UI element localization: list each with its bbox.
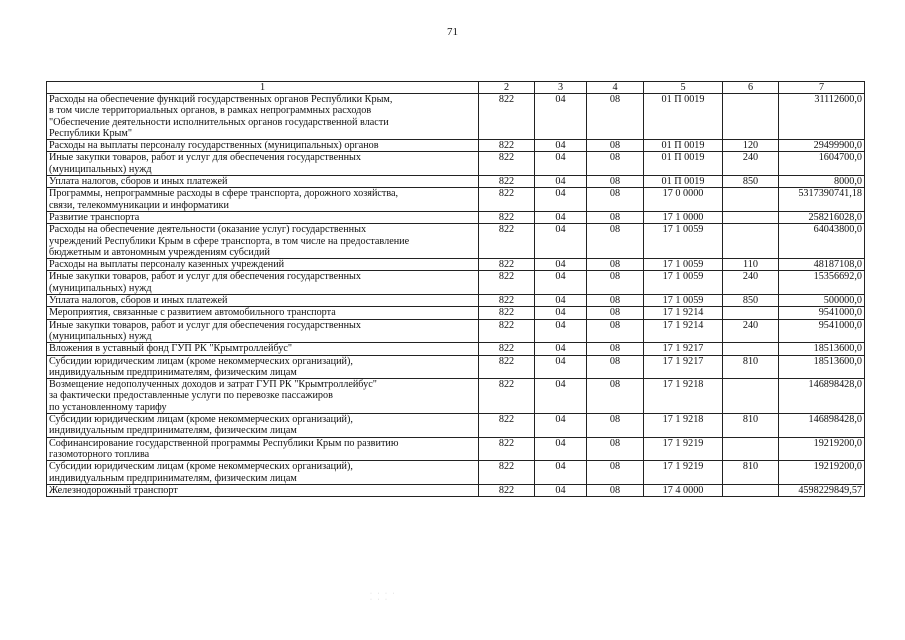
header-cell-1: 1 — [47, 82, 479, 94]
table-row — [47, 484, 865, 496]
expense-type-code: 120 — [723, 140, 779, 152]
section-code: 04 — [535, 379, 587, 414]
description-line: Развитие транспорта — [49, 211, 140, 223]
section-code: 04 — [535, 437, 587, 461]
row-description — [47, 211, 479, 223]
row-description — [47, 355, 479, 379]
target-article-code: 17 1 9214 — [644, 307, 723, 319]
subsection-code: 08 — [587, 295, 644, 307]
description-line: Иные закупки товаров, работ и услуг для обеспечения государственных — [49, 152, 361, 164]
subsection-code: 08 — [587, 484, 644, 496]
expense-type-code: 110 — [723, 259, 779, 271]
header-cell-4: 4 — [587, 82, 644, 94]
target-article-code: 17 0 0000 — [644, 188, 723, 212]
subsection-code: 08 — [587, 307, 644, 319]
scan-noise: · · · · · · · — [370, 591, 397, 603]
description-line: индивидуальным предпринимателям, физическим лицам — [49, 366, 297, 378]
section-code: 04 — [535, 414, 587, 438]
description-line: газомоторного топлива — [49, 448, 150, 460]
ministry-code: 822 — [479, 461, 535, 485]
ministry-code: 822 — [479, 259, 535, 271]
target-article-code: 17 1 9217 — [644, 343, 723, 355]
expense-type-code: 240 — [723, 152, 779, 176]
header-row — [47, 82, 865, 94]
table-row — [47, 461, 865, 485]
row-description — [47, 484, 479, 496]
ministry-code: 822 — [479, 176, 535, 188]
description-line: (муниципальных) нужд — [49, 282, 152, 294]
section-code: 04 — [535, 259, 587, 271]
expense-type-code: 240 — [723, 271, 779, 295]
table-body — [47, 94, 865, 497]
section-code: 04 — [535, 355, 587, 379]
expense-type-code — [723, 188, 779, 212]
subsection-code: 08 — [587, 94, 644, 140]
target-article-code: 01 П 0019 — [644, 176, 723, 188]
target-article-code: 17 4 0000 — [644, 484, 723, 496]
amount: 258216028,0 — [779, 211, 865, 223]
amount: 31112600,0 — [779, 94, 865, 140]
table-row — [47, 355, 865, 379]
section-code: 04 — [535, 176, 587, 188]
section-code: 04 — [535, 484, 587, 496]
section-code: 04 — [535, 295, 587, 307]
amount: 4598229849,57 — [779, 484, 865, 496]
ministry-code: 822 — [479, 379, 535, 414]
amount: 18513600,0 — [779, 343, 865, 355]
description-line: индивидуальным предпринимателям, физическим лицам — [49, 472, 297, 484]
description-line: Уплата налогов, сборов и иных платежей — [49, 295, 228, 307]
expense-type-code: 810 — [723, 414, 779, 438]
subsection-code: 08 — [587, 188, 644, 212]
amount: 48187108,0 — [779, 259, 865, 271]
table-row — [47, 379, 865, 414]
subsection-code: 08 — [587, 379, 644, 414]
ministry-code: 822 — [479, 152, 535, 176]
section-code: 04 — [535, 461, 587, 485]
target-article-code: 17 1 0059 — [644, 271, 723, 295]
amount: 64043800,0 — [779, 224, 865, 259]
row-description — [47, 437, 479, 461]
description-line: (муниципальных) нужд — [49, 163, 152, 175]
amount: 8000,0 — [779, 176, 865, 188]
ministry-code: 822 — [479, 437, 535, 461]
description-line: Субсидии юридическим лицам (кроме некоммерческих организаций), — [49, 355, 353, 367]
header-cell-3: 3 — [535, 82, 587, 94]
subsection-code: 08 — [587, 319, 644, 343]
row-description — [47, 461, 479, 485]
amount: 146898428,0 — [779, 379, 865, 414]
subsection-code: 08 — [587, 343, 644, 355]
row-description — [47, 379, 479, 414]
subsection-code: 08 — [587, 271, 644, 295]
section-code: 04 — [535, 307, 587, 319]
ministry-code: 822 — [479, 295, 535, 307]
ministry-code: 822 — [479, 343, 535, 355]
section-code: 04 — [535, 94, 587, 140]
description-line: (муниципальных) нужд — [49, 330, 152, 342]
description-line: Расходы на обеспечение деятельности (оказание услуг) государственных — [49, 224, 367, 236]
amount: 18513600,0 — [779, 355, 865, 379]
description-line: Расходы на выплаты персоналу государственных (муниципальных) органов — [49, 140, 379, 152]
row-description — [47, 94, 479, 140]
expense-type-code: 850 — [723, 176, 779, 188]
ministry-code: 822 — [479, 94, 535, 140]
row-description — [47, 176, 479, 188]
description-line: индивидуальным предпринимателям, физическим лицам — [49, 425, 297, 437]
ministry-code: 822 — [479, 271, 535, 295]
expense-type-code — [723, 307, 779, 319]
description-line: Республики Крым" — [49, 127, 132, 139]
description-line: Уплата налогов, сборов и иных платежей — [49, 176, 228, 188]
target-article-code: 17 1 0059 — [644, 259, 723, 271]
table-row — [47, 211, 865, 223]
expense-type-code — [723, 343, 779, 355]
row-description — [47, 295, 479, 307]
description-line: Расходы на выплаты персоналу казенных учреждений — [49, 259, 285, 271]
target-article-code: 01 П 0019 — [644, 152, 723, 176]
budget-table — [46, 81, 865, 497]
description-line: Железнодорожный транспорт — [49, 484, 178, 496]
subsection-code: 08 — [587, 224, 644, 259]
section-code: 04 — [535, 224, 587, 259]
description-line: связи, телекоммуникации и информатики — [49, 199, 229, 211]
expense-type-code — [723, 211, 779, 223]
description-line: Программы, непрограммные расходы в сфере транспорта, дорожного хозяйства, — [49, 188, 399, 200]
target-article-code: 01 П 0019 — [644, 94, 723, 140]
description-line: Возмещение недополученных доходов и затрат ГУП РК "Крымтроллейбус" — [49, 379, 377, 391]
table-row — [47, 152, 865, 176]
expense-type-code — [723, 484, 779, 496]
subsection-code: 08 — [587, 259, 644, 271]
section-code: 04 — [535, 343, 587, 355]
amount: 29499900,0 — [779, 140, 865, 152]
target-article-code: 17 1 9218 — [644, 379, 723, 414]
expense-type-code: 810 — [723, 355, 779, 379]
table-row — [47, 271, 865, 295]
amount: 19219200,0 — [779, 461, 865, 485]
description-line: Мероприятия, связанные с развитием автомобильного транспорта — [49, 307, 336, 319]
expense-type-code — [723, 224, 779, 259]
row-description — [47, 319, 479, 343]
section-code: 04 — [535, 271, 587, 295]
description-line: по установленному тарифу — [49, 401, 167, 413]
target-article-code: 17 1 9219 — [644, 437, 723, 461]
header-cell-7: 7 — [779, 82, 865, 94]
expense-type-code — [723, 379, 779, 414]
table-row — [47, 437, 865, 461]
row-description — [47, 188, 479, 212]
amount: 19219200,0 — [779, 437, 865, 461]
ministry-code: 822 — [479, 140, 535, 152]
table-row — [47, 176, 865, 188]
subsection-code: 08 — [587, 414, 644, 438]
description-line: в том числе территориальных органов, в рамках непрограммных расходов — [49, 105, 372, 117]
ministry-code: 822 — [479, 414, 535, 438]
subsection-code: 08 — [587, 152, 644, 176]
row-description — [47, 307, 479, 319]
target-article-code: 17 1 9219 — [644, 461, 723, 485]
expense-type-code — [723, 94, 779, 140]
description-line: Субсидии юридическим лицам (кроме некоммерческих организаций), — [49, 414, 353, 426]
subsection-code: 08 — [587, 140, 644, 152]
table-row — [47, 343, 865, 355]
table-row — [47, 224, 865, 259]
ministry-code: 822 — [479, 319, 535, 343]
description-line: Иные закупки товаров, работ и услуг для обеспечения государственных — [49, 271, 361, 283]
header-cell-2: 2 — [479, 82, 535, 94]
target-article-code: 17 1 9214 — [644, 319, 723, 343]
amount: 1604700,0 — [779, 152, 865, 176]
table-row — [47, 140, 865, 152]
row-description — [47, 343, 479, 355]
page-number: 71 — [447, 26, 458, 38]
table-row — [47, 414, 865, 438]
subsection-code: 08 — [587, 355, 644, 379]
table-row — [47, 259, 865, 271]
subsection-code: 08 — [587, 211, 644, 223]
description-line: бюджетным и автономным учреждениям субсидий — [49, 246, 270, 258]
header-cell-5: 5 — [644, 82, 723, 94]
subsection-code: 08 — [587, 437, 644, 461]
row-description — [47, 140, 479, 152]
description-line: Иные закупки товаров, работ и услуг для обеспечения государственных — [49, 319, 361, 331]
ministry-code: 822 — [479, 211, 535, 223]
section-code: 04 — [535, 188, 587, 212]
target-article-code: 17 1 0059 — [644, 295, 723, 307]
description-line: Софинансирование государственной программы Республики Крым по развитию — [49, 437, 399, 449]
section-code: 04 — [535, 140, 587, 152]
row-description — [47, 152, 479, 176]
description-line: Вложения в уставный фонд ГУП РК "Крымтроллейбус" — [49, 343, 293, 355]
amount: 9541000,0 — [779, 319, 865, 343]
expense-type-code: 240 — [723, 319, 779, 343]
row-description — [47, 224, 479, 259]
target-article-code: 17 1 9218 — [644, 414, 723, 438]
ministry-code: 822 — [479, 307, 535, 319]
ministry-code: 822 — [479, 188, 535, 212]
description-line: Субсидии юридическим лицам (кроме некоммерческих организаций), — [49, 461, 353, 473]
ministry-code: 822 — [479, 355, 535, 379]
description-line: учреждений Республики Крым в сфере транспорта, в том числе на предоставление — [49, 235, 410, 247]
description-line: Расходы на обеспечение функций государственных органов Республики Крым, — [49, 94, 393, 105]
amount: 15356692,0 — [779, 271, 865, 295]
amount: 146898428,0 — [779, 414, 865, 438]
target-article-code: 01 П 0019 — [644, 140, 723, 152]
subsection-code: 08 — [587, 461, 644, 485]
row-description — [47, 259, 479, 271]
description-line: "Обеспечение деятельности исполнительных органов государственной власти — [49, 116, 389, 128]
table-row — [47, 94, 865, 140]
table-row — [47, 319, 865, 343]
table-row — [47, 295, 865, 307]
amount: 9541000,0 — [779, 307, 865, 319]
expense-type-code: 810 — [723, 461, 779, 485]
header-cell-6: 6 — [723, 82, 779, 94]
expense-type-code: 850 — [723, 295, 779, 307]
amount: 500000,0 — [779, 295, 865, 307]
table-row — [47, 307, 865, 319]
row-description — [47, 414, 479, 438]
amount: 5317390741,18 — [779, 188, 865, 212]
section-code: 04 — [535, 319, 587, 343]
subsection-code: 08 — [587, 176, 644, 188]
section-code: 04 — [535, 152, 587, 176]
row-description — [47, 271, 479, 295]
ministry-code: 822 — [479, 224, 535, 259]
table-row — [47, 188, 865, 212]
target-article-code: 17 1 0059 — [644, 224, 723, 259]
target-article-code: 17 1 9217 — [644, 355, 723, 379]
section-code: 04 — [535, 211, 587, 223]
target-article-code: 17 1 0000 — [644, 211, 723, 223]
expense-type-code — [723, 437, 779, 461]
description-line: за фактически предоставленные услуги по перевозке пассажиров — [49, 390, 333, 402]
ministry-code: 822 — [479, 484, 535, 496]
